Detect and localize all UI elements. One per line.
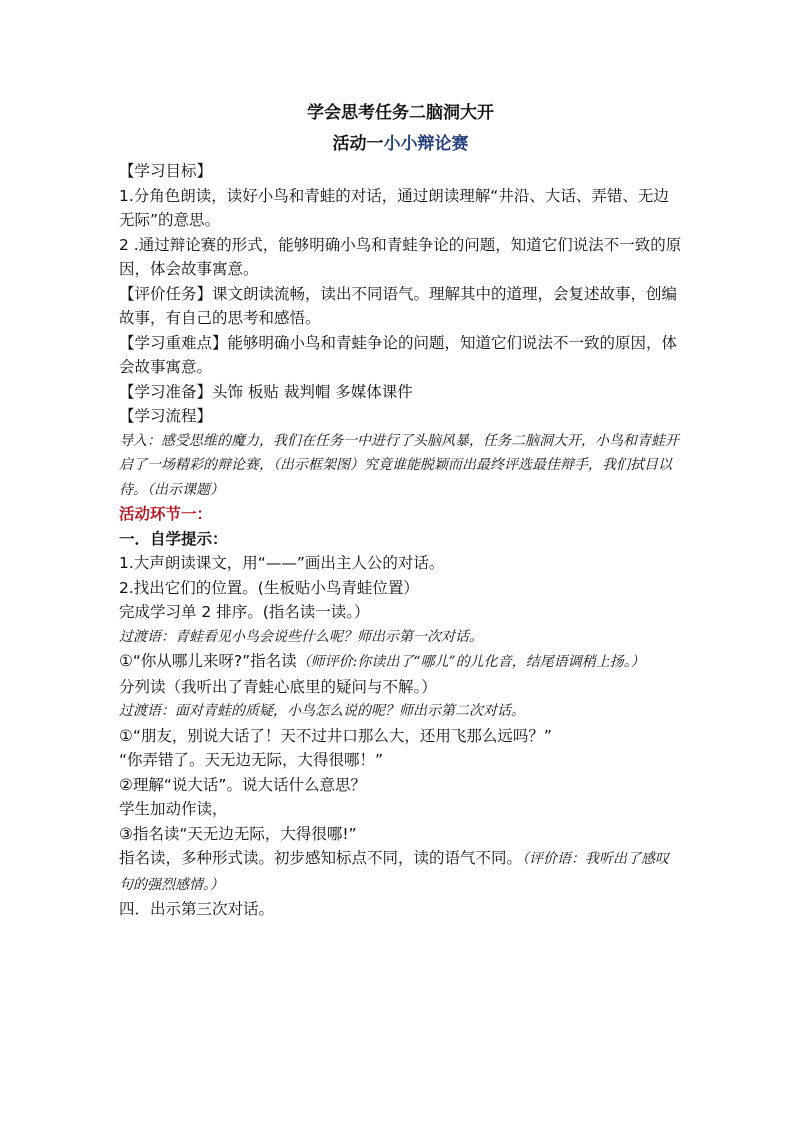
intro-paragraph: 导入：感受思维的魔力，我们在任务一中进行了头脑风暴，任务二脑洞大开，小鸟和青蛙开启了一场精彩的辩论赛，（出示框架图）究竟谁能脱颖而出最终评选最佳辩手，我们拭目以待。（出示课题） xyxy=(119,432,679,498)
dialogue-1 xyxy=(119,649,682,675)
dialogue-2: ①“朋友，别说大话了！天不过井口那么大，还用飞那么远吗？” xyxy=(119,726,552,745)
step-1: 1.大声朗读课文，用“——”画出主人公的对话。 xyxy=(119,554,445,572)
key-points: 【学习重难点】能够明确小鸟和青蛙争论的问题，知道它们说法不一致的原因，体会故事寓意。 xyxy=(119,333,678,376)
transition-line-1: 过渡语：青蛙看见小鸟会说些什么呢？师出示第一次对话。 xyxy=(119,628,483,645)
activity-section-heading: 活动环节一： xyxy=(119,505,213,523)
act-reading-line: 学生加动作读， xyxy=(119,800,228,818)
preparation: 【学习准备】头饰 板贴 裁判帽 多媒体课件 xyxy=(119,382,413,401)
activity-title-prefix: 活动一 xyxy=(332,134,384,154)
goal-heading: 【学习目标】 xyxy=(119,162,213,180)
self-study-heading: 一．自学提示： xyxy=(119,529,228,548)
goal-item-2: 2 .通过辩论赛的形式，能够明确小鸟和青蛙争论的问题，知道它们说法不一致的原因，体会故事寓意。 xyxy=(119,235,682,278)
dialogue-1-main: ①“你从哪儿来呀?”指名读 xyxy=(119,652,297,670)
understand-line: ②理解“说大话”。说大话什么意思？ xyxy=(119,775,366,794)
worksheet-line: 完成学习单 2 排序。(指名读一读。） xyxy=(119,603,370,621)
fourth-section-line: 四．出示第三次对话。 xyxy=(119,900,275,918)
transition-line-2: 过渡语：面对青蛙的质疑，小鸟怎么说的呢？师出示第二次对话。 xyxy=(119,703,525,719)
activity-title-accent: 小小辩论赛 xyxy=(383,134,469,154)
step-2: 2.找出它们的位置。(生板贴小鸟青蛙位置） xyxy=(119,578,419,597)
goal-item-1: 1.分角色朗读，读好小鸟和青蛙的对话，通过朗读理解“井沿、大话、弄错、无边无际”的意思。 xyxy=(119,186,669,229)
multi-reading-main: 指名读，多种形式读。初步感知标点不同，读的语气不同。 xyxy=(119,849,523,867)
document-page xyxy=(119,100,682,922)
evaluation-task: 【评价任务】课文朗读流畅，读出不同语气。理解其中的道理，会复述故事，创编故事，有自己的思考和感悟。 xyxy=(119,284,678,327)
named-reading-line: ③指名读“天无边无际，大得很哪!” xyxy=(119,824,357,843)
multi-reading-line xyxy=(119,846,682,897)
role-reading-line: 分列读（我听出了青蛙心底里的疑问与不解。） xyxy=(119,677,437,696)
dialogue-3: “你弄错了。天无边无际，大得很哪！” xyxy=(119,751,384,769)
document-title: 学会思考任务二脑洞大开 xyxy=(307,103,494,123)
multi-reading-note: （评价语：我听出了感叹句的强烈感情。） xyxy=(119,851,670,893)
activity-title xyxy=(119,131,682,157)
dialogue-1-note: （师评价:你读出了“哪儿”的儿化音，结尾语调稍上扬。） xyxy=(296,654,645,670)
flow-heading: 【学习流程】 xyxy=(119,407,213,425)
